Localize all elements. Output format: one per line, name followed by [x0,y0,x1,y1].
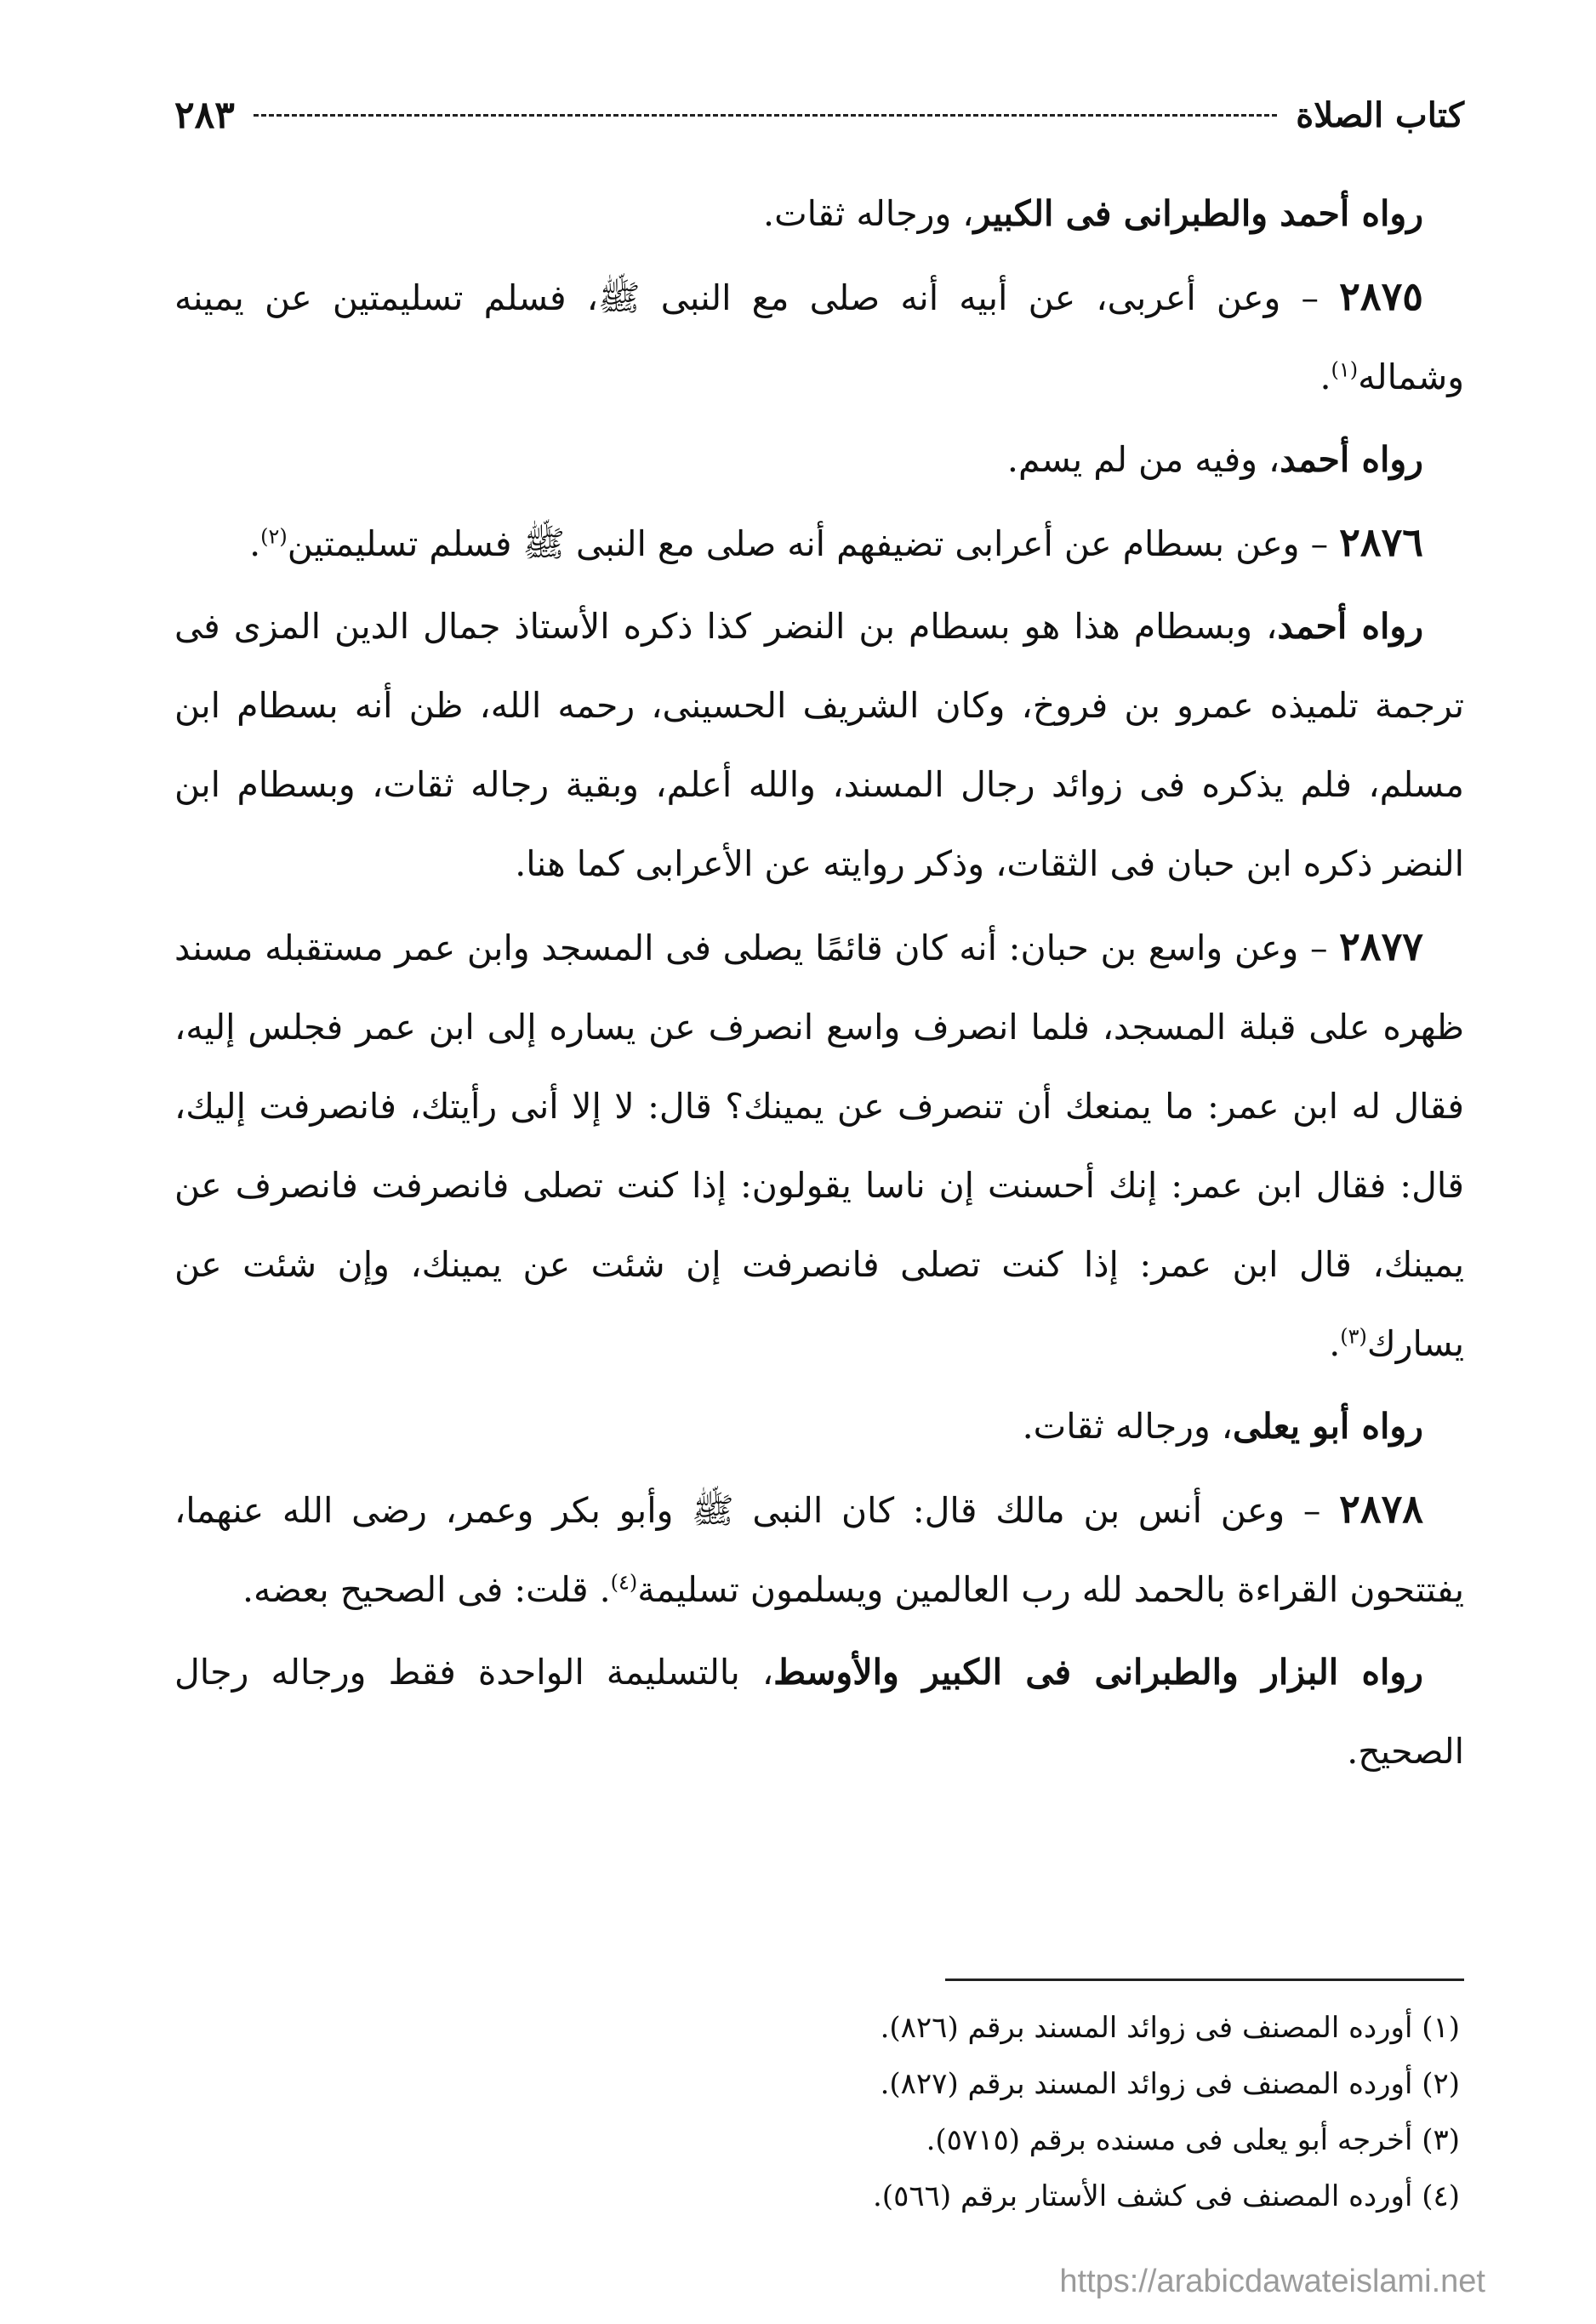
hadith-end: . [1320,357,1331,397]
source-text: ، ورجاله ثقات. [763,193,974,234]
hadith-text: – وعن واسع بن حبان: أنه كان قائمًا يصلى فى المسجد وابن عمر مستقبله مسند ظهره على قبلة المسجد، فلما انصرف واسع انصرف عن يساره إلى ابن عمر فجلس إليه، فقال له ابن عمر: ما يمنعك أن تنصرف عن يمينك؟ قال: لا إلا أنى رأيتك، فانصرفت إليك، قال: فقال ابن عمر: إنك أحسنت إن ناسا يقولون: إذا كنت تصلى فانصرفت فانصرف عن يمينك، قال ابن عمر: إذا كنت تصلى فانصرفت إن شئت عن يمينك، وإن شئت عن يسارك [174,928,1464,1364]
footnote-marker: (٤) [610,1570,638,1595]
hadith-text: – وعن أعربى، عن أبيه أنه صلى مع النبى ﷺ، فسلم تسليمتين عن يمينه وشماله [174,277,1464,397]
source-note [174,1387,1464,1466]
page-number: ٢٨٣ [174,93,235,137]
hadith-end: . [249,523,261,564]
hadith-entry [174,503,1464,584]
footnote-1: (١) أورده المصنف فى زوائد المسند برقم (٨٢٦). [880,2011,1460,2045]
source-note [174,587,1464,904]
hadith-text: – وعن أنس بن مالك قال: كان النبى ﷺ وأبو بكر وعمر، رضى الله عنهما، يفتتحون القراءة بالحمد لله رب العالمين ويسلمون تسليمة [174,1490,1464,1610]
main-text [174,174,1464,1795]
header-rule [254,114,1277,117]
footnote-marker: (٣) [1340,1324,1367,1349]
hadith-number: ٢٨٧٨ [1339,1486,1423,1532]
hadith-entry [174,907,1464,1384]
footnote-marker: (٢) [260,524,288,549]
source-bold: رواه أحمد [1280,439,1423,480]
source-bold: رواه أحمد والطبرانى فى الكبير [973,193,1423,234]
hadith-text: – وعن بسطام عن أعرابى تضيفهم أنه صلى مع النبى ﷺ فسلم تسليمتين [287,523,1340,564]
footnote-3: (٣) أخرجه أبو يعلى فى مسنده برقم (٥٧١٥). [926,2123,1460,2157]
source-bold: رواه أحمد [1277,606,1423,647]
source-note [174,420,1464,500]
footnote-rule [945,1979,1464,1981]
footnote-2: (٢) أورده المصنف فى زوائد المسند برقم (٨٢٧). [880,2067,1460,2101]
source-text: ، ورجاله ثقات. [1022,1406,1234,1447]
source-text: ، وفيه من لم يسم. [1006,439,1280,480]
running-header [174,85,1464,145]
hadith-number: ٢٨٧٦ [1339,519,1423,565]
hadith-number: ٢٨٧٧ [1339,923,1423,969]
source-text: ، وبسطام هذا هو بسطام بن النضر كذا ذكره الأستاذ جمال الدين المزى فى ترجمة تلميذه عمرو بن فروخ، وكان الشريف الحسينى، رحمه الله، ظن أنه بسطام ابن مسلم، فلم يذكره فى زوائد رجال المسند، والله أعلم، وبقية رجاله ثقات، وبسطام ابن النضر ذكره ابن حبان فى الثقات، وذكر روايته عن الأعرابى كما هنا. [174,606,1464,884]
source-bold: رواه أبو يعلى [1233,1406,1423,1447]
source-note [174,174,1464,254]
source-bold: رواه البزار والطبرانى فى الكبير والأوسط [773,1652,1423,1693]
book-title: كتاب الصلاة [1296,94,1464,135]
hadith-entry [174,257,1464,417]
source-text: ، بالتسليمة الواحدة فقط ورجاله رجال الصحيح. [174,1652,1464,1772]
hadith-end: . قلت: فى الصحيح بعضه. [242,1569,611,1610]
watermark-url: https://arabicdawateislami.net [1059,2264,1485,2299]
footnote-4: (٤) أورده المصنف فى كشف الأستار برقم (٥٦٦). [873,2179,1460,2213]
source-note [174,1633,1464,1791]
footnote-marker: (١) [1331,357,1359,382]
hadith-end: . [1329,1323,1341,1364]
hadith-number: ٢٨٧٥ [1339,273,1423,319]
footnotes [174,2000,1460,2224]
hadith-entry [174,1470,1464,1630]
